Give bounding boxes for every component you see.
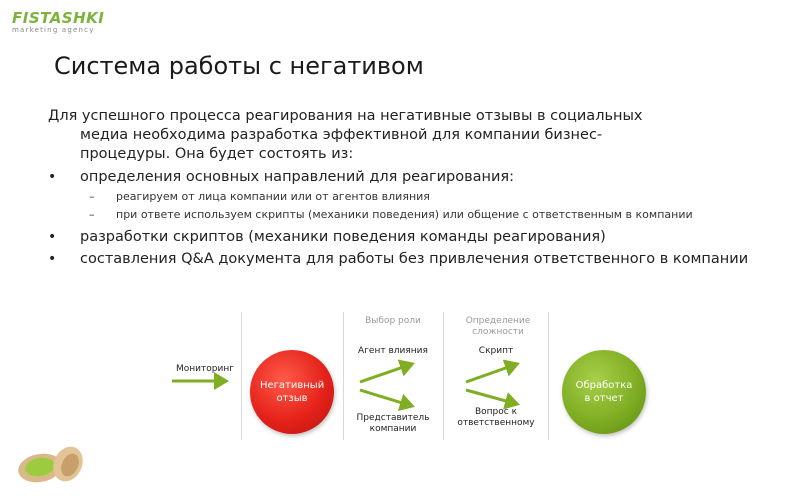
arrow-icon (360, 364, 412, 382)
bullet-text: разработки скриптов (механики поведения команды реагирования) (80, 229, 606, 245)
dash-marker: – (89, 208, 95, 221)
logo-tagline: marketing agency (12, 26, 95, 34)
logo-name: FISTASHKI (12, 9, 105, 27)
report-processing-label: Обработка в отчет (575, 380, 633, 404)
arrow-icon (466, 390, 517, 404)
bullet-marker: • (48, 251, 57, 267)
sub-item-text: при ответе используем скрипты (механики поведения) или общение с ответственным в компании (116, 208, 693, 221)
sub-item-text: реагируем от лица компании или от агентов влияния (116, 190, 430, 203)
method-question-label: Вопрос к ответственному (457, 407, 535, 428)
bullet-marker: • (48, 229, 57, 245)
arrow-icon (466, 364, 517, 382)
bullet-text: определения основных направлений для реагирования: (80, 169, 515, 185)
intro-line-3: процедуры. Она будет состоять из: (80, 146, 354, 162)
monitoring-label: Мониторинг (176, 364, 234, 374)
intro-line-1: Для успешного процесса реагирования на негативные отзывы в социальных (48, 108, 643, 124)
intro-line-2: медиа необходима разработка эффективной для компании бизнес- (80, 127, 603, 143)
slide-title: Система работы с негативом (54, 52, 424, 80)
negative-review-label: Негативный отзыв (260, 380, 325, 404)
dash-marker: – (89, 190, 95, 203)
role-agent-label: Агент влияния (358, 346, 428, 356)
column-header-complexity: Определение сложности (465, 316, 531, 337)
role-representative-label: Представитель компании (356, 413, 430, 434)
bullet-marker: • (48, 169, 57, 185)
bullet-text: составления Q&A документа для работы без привлечения ответственного в компании (80, 251, 749, 267)
method-script-label: Скрипт (478, 346, 514, 356)
arrow-icon (360, 390, 412, 406)
column-header-role: Выбор роли (365, 316, 421, 326)
pistachio-icon (10, 440, 90, 496)
